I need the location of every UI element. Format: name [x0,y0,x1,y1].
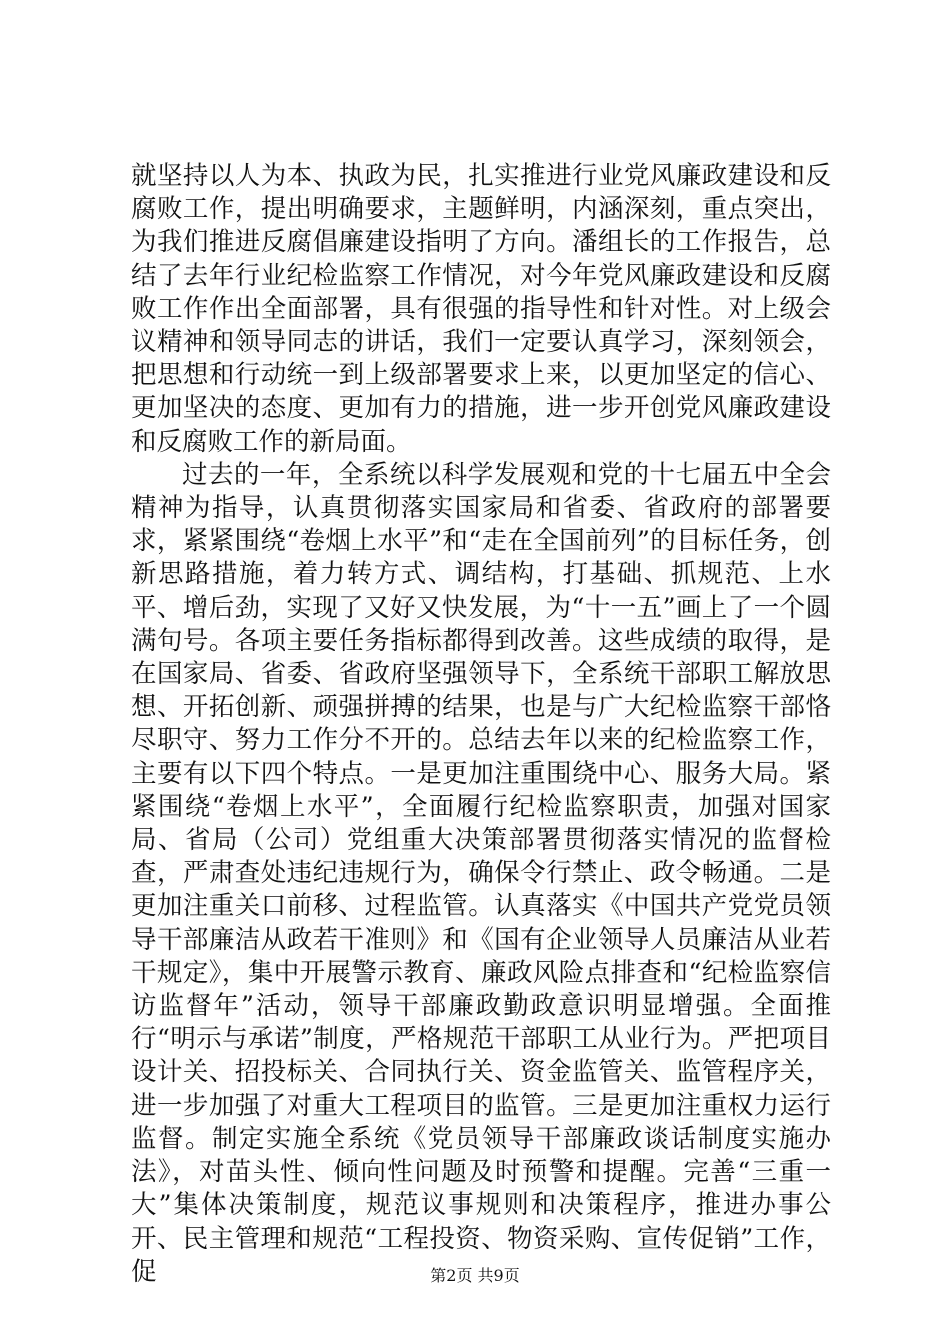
paragraph-continued: 就坚持以人为本、执政为民，扎实推进行业党风廉政建设和反腐败工作，提出明确要求，主题鲜明，内涵深刻，重点突出，为我们推进反腐倡廉建设指明了方向。潘组长的工作报告，总结了去年行业纪检监察工作情况，对今年党风廉政建设和反腐败工作作出全面部署，具有很强的指导性和针对性。对上级会议精神和领导同志的讲话，我们一定要认真学习，深刻领会，把思想和行动统一到上级部署要求上来，以更加坚定的信心、更加坚决的态度、更加有力的措施，进一步开创党风廉政建设和反腐败工作的新局面。 [131,161,831,457]
paragraph-past-year-summary: 过去的一年，全系统以科学发展观和党的十七届五中全会精神为指导，认真贯彻落实国家局和省委、省政府的部署要求，紧紧围绕“卷烟上水平”和“走在全国前列”的目标任务，创新思路措施，着力转方式、调结构，打基础、抓规范、上水平、增后劲，实现了又好又快发展，为“十一五”画上了一个圆满句号。各项主要任务指标都得到改善。这些成绩的取得，是在国家局、省委、省政府坚强领导下，全系统干部职工解放思想、开拓创新、顽强拼搏的结果，也是与广大纪检监察干部恪尽职守、努力工作分不开的。总结去年以来的纪检监察工作，主要有以下四个特点。一是更加注重围绕中心、服务大局。紧紧围绕“卷烟上水平”，全面履行纪检监察职责，加强对国家局、省局（公司）党组重大决策部署贯彻落实情况的监督检查，严肃查处违纪违规行为，确保令行禁止、政令畅通。二是更加注重关口前移、过程监管。认真落实《中国共产党党员领导干部廉洁从政若干准则》和《国有企业领导人员廉洁从业若干规定》，集中开展警示教育、廉政风险点排查和“纪检监察信访监督年”活动，领导干部廉政勤政意识明显增强。全面推行“明示与承诺”制度，严格规范干部职工从业行为。严把项目设计关、招投标关、合同执行关、资金监管关、监管程序关，进一步加强了对重大工程项目的监管。三是更加注重权力运行监督。制定实施全系统《党员领导干部廉政谈话制度实施办法》，对苗头性、倾向性问题及时预警和提醒。完善“三重一大”集体决策制度，规范议事规则和决策程序，推进办事公开、民主管理和规范“工程投资、物资采购、宣传促销”工作，促 [131,459,831,1287]
document-body [131,160,831,1289]
page-number-footer: 第2页 共9页 [430,1266,520,1285]
